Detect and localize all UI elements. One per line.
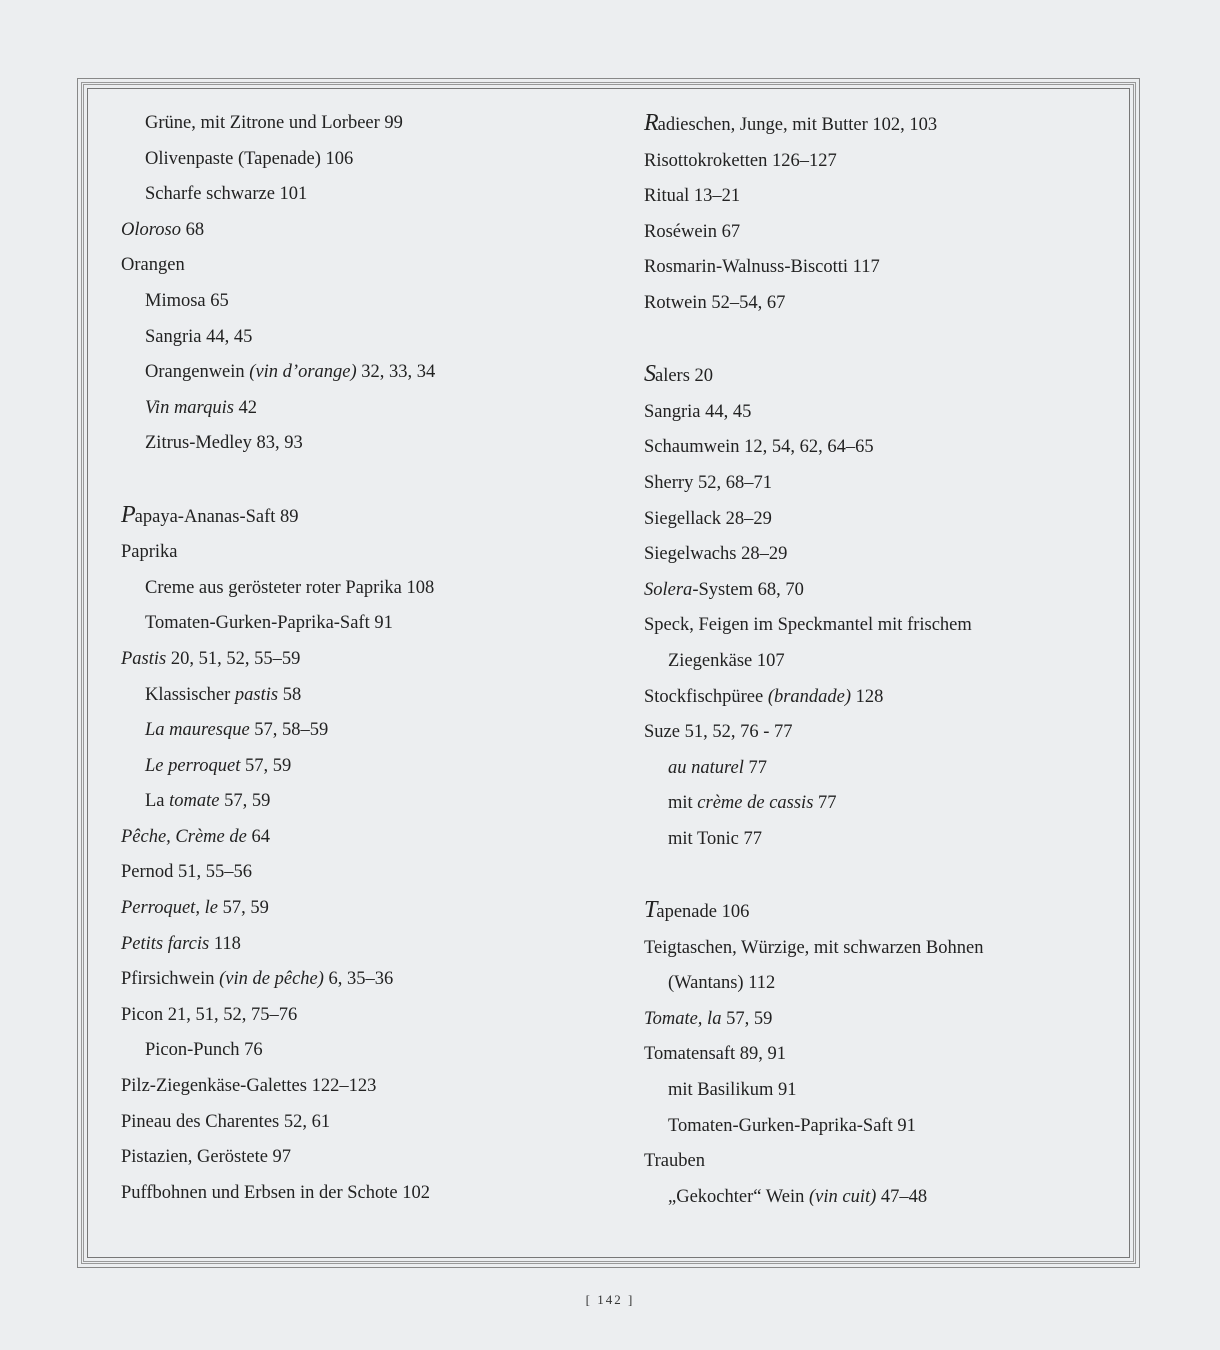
italic-term: La mauresque — [145, 720, 250, 741]
index-entry — [644, 357, 1114, 395]
entry-text: Tomatensaft 89, 91 — [644, 1044, 787, 1065]
entry-text: apaya-Ananas-Saft 89 — [134, 506, 299, 527]
index-entry — [121, 1176, 621, 1212]
index-entry — [121, 927, 621, 963]
entry-text: Schaumwein 12, 54, 62, 64–65 — [644, 437, 874, 458]
index-entry — [644, 286, 1114, 322]
entry-text: 6, 35–36 — [323, 969, 394, 990]
entry-text: Sherry 52, 68–71 — [644, 472, 772, 493]
entry-text: Creme aus gerösteter roter Paprika 108 — [145, 577, 435, 598]
entry-text: 118 — [209, 933, 241, 954]
entry-text: 68 — [180, 219, 205, 240]
italic-term: tomate — [169, 791, 220, 812]
index-entry — [121, 642, 621, 678]
italic-term: (vin cuit) — [808, 1186, 877, 1207]
entry-text: Pistazien, Geröstete 97 — [121, 1147, 292, 1168]
index-subentry — [644, 644, 1114, 680]
entry-text: mit — [668, 793, 698, 814]
index-entry — [644, 395, 1114, 431]
index-entry — [644, 466, 1114, 502]
entry-text: 57, 59 — [240, 755, 292, 776]
index-entry — [121, 248, 621, 284]
entry-text: Grüne, mit Zitrone und Lorbeer 99 — [145, 113, 403, 133]
italic-term: Solera — [644, 579, 693, 600]
index-entry — [121, 498, 621, 536]
entry-text: Paprika — [121, 542, 178, 563]
index-subentry — [121, 571, 621, 607]
index-entry — [644, 430, 1114, 466]
index-subentry — [121, 426, 621, 462]
entry-text: Pineau des Charentes 52, 61 — [121, 1111, 331, 1132]
index-column-right — [644, 106, 1114, 1215]
section-initial: T — [644, 897, 657, 924]
entry-text: Risottokroketten 126–127 — [644, 150, 837, 171]
index-entry — [121, 820, 621, 856]
entry-text: Siegellack 28–29 — [644, 508, 772, 529]
italic-term: au naturel — [668, 757, 744, 778]
section-gap — [121, 462, 621, 498]
section-initial: P — [121, 501, 135, 528]
index-subentry — [121, 355, 621, 391]
index-subentry — [644, 822, 1114, 858]
index-entry — [121, 535, 621, 571]
index-subentry — [644, 1180, 1114, 1216]
entry-text: 57, 58–59 — [249, 720, 329, 741]
index-entry — [644, 1144, 1114, 1180]
index-entry — [644, 179, 1114, 215]
index-entry — [644, 1037, 1114, 1073]
entry-text: Pilz-Ziegenkäse-Galettes 122–123 — [121, 1076, 377, 1097]
index-subentry — [121, 142, 621, 178]
index-entry — [121, 1140, 621, 1176]
entry-text: 32, 33, 34 — [356, 362, 436, 383]
entry-text: Sangria 44, 45 — [644, 401, 752, 422]
index-subentry — [121, 391, 621, 427]
entry-text: Trauben — [644, 1151, 705, 1172]
index-subentry — [121, 678, 621, 714]
index-entry — [644, 608, 1114, 644]
italic-term: Pastis — [121, 648, 167, 669]
index-entry — [644, 537, 1114, 573]
index-column-left — [121, 106, 621, 1211]
entry-text: Picon 21, 51, 52, 75–76 — [121, 1004, 298, 1025]
italic-term: (vin de pêche) — [219, 969, 324, 990]
entry-text: 47–48 — [876, 1186, 928, 1207]
entry-text: Mimosa 65 — [145, 290, 229, 311]
entry-text: Siegelwachs 28–29 — [644, 544, 788, 565]
italic-term: (vin d’orange) — [249, 362, 357, 383]
index-entry — [644, 715, 1114, 751]
italic-term: Petits farcis — [121, 933, 210, 954]
index-entry — [644, 680, 1114, 716]
entry-text: apenade 106 — [656, 902, 750, 923]
index-subentry — [644, 786, 1114, 822]
index-entry — [644, 215, 1114, 251]
index-entry — [644, 250, 1114, 286]
section-gap — [644, 857, 1114, 893]
index-subentry — [121, 320, 621, 356]
entry-text: „Gekochter“ Wein — [668, 1186, 809, 1207]
entry-text: mit Basilikum 91 — [668, 1080, 797, 1101]
index-entry — [121, 1069, 621, 1105]
entry-text: (Wantans) 112 — [668, 973, 776, 994]
index-entry — [644, 573, 1114, 609]
index-entry — [121, 891, 621, 927]
index-entry — [644, 893, 1114, 931]
entry-text: 42 — [233, 397, 258, 418]
entry-text: Ziegenkäse 107 — [668, 650, 785, 671]
index-entry — [121, 998, 621, 1034]
entry-text: mit Tonic 77 — [668, 828, 762, 849]
entry-text: 58 — [278, 684, 302, 705]
entry-text: Ritual 13–21 — [644, 186, 741, 207]
italic-term: Le perroquet — [145, 755, 241, 776]
index-entry — [644, 502, 1114, 538]
entry-text: 64 — [246, 826, 270, 847]
index-subentry — [121, 177, 621, 213]
italic-term: Pêche, Crème de — [121, 826, 247, 847]
entry-text: Sangria 44, 45 — [145, 326, 253, 347]
index-subentry — [121, 106, 621, 142]
section-gap — [644, 322, 1114, 358]
index-subentry — [121, 713, 621, 749]
entry-text: Puffbohnen und Erbsen in der Schote 102 — [121, 1182, 430, 1203]
section-initial: R — [644, 110, 658, 136]
entry-text: Stockfischpüree — [644, 686, 768, 707]
entry-text: Picon-Punch 76 — [145, 1040, 263, 1061]
index-subentry — [121, 784, 621, 820]
entry-text: Scharfe schwarze 101 — [145, 184, 308, 205]
italic-term: Perroquet, le — [121, 898, 218, 919]
entry-text: 128 — [851, 686, 884, 707]
entry-text: Tomaten-Gurken-Paprika-Saft 91 — [145, 613, 393, 634]
index-entry — [121, 213, 621, 249]
entry-text: 77 — [743, 757, 768, 778]
italic-term: crème de cassis — [697, 793, 814, 814]
italic-term: Vin marquis — [145, 397, 234, 418]
index-subentry — [644, 1109, 1114, 1145]
entry-text: 20, 51, 52, 55–59 — [166, 648, 301, 669]
italic-term: pastis — [234, 684, 279, 705]
entry-text: Pfirsichwein — [121, 969, 220, 990]
italic-term: Tomate, la — [644, 1008, 722, 1029]
entry-text: 57, 59 — [721, 1008, 773, 1029]
index-entry — [644, 931, 1114, 967]
entry-text: Klassischer — [145, 684, 235, 705]
index-entry — [121, 855, 621, 891]
entry-text: Pernod 51, 55–56 — [121, 862, 253, 883]
entry-text: Roséwein 67 — [644, 221, 741, 242]
index-subentry — [644, 751, 1114, 787]
entry-text: La — [145, 791, 170, 812]
entry-text: Rotwein 52–54, 67 — [644, 292, 786, 313]
index-subentry — [644, 1073, 1114, 1109]
entry-text: 57, 59 — [217, 898, 269, 919]
entry-text: alers 20 — [655, 366, 714, 387]
entry-text: 77 — [813, 793, 837, 814]
entry-text: Rosmarin-Walnuss-Biscotti 117 — [644, 257, 880, 278]
entry-text: Suze 51, 52, 76 - 77 — [644, 722, 793, 743]
entry-text: 57, 59 — [219, 791, 271, 812]
section-initial: S — [644, 361, 655, 388]
entry-text: adieschen, Junge, mit Butter 102, 103 — [657, 115, 938, 135]
index-entry — [121, 1105, 621, 1141]
index-subentry — [121, 749, 621, 785]
index-subentry — [644, 966, 1114, 1002]
italic-term: Oloroso — [121, 219, 181, 240]
entry-text: Tomaten-Gurken-Paprika-Saft 91 — [668, 1115, 916, 1136]
index-subentry — [121, 284, 621, 320]
index-subentry — [121, 606, 621, 642]
entry-text: Teigtaschen, Würzige, mit schwarzen Bohnen — [644, 937, 984, 958]
index-subentry — [121, 1033, 621, 1069]
index-entry — [644, 1002, 1114, 1038]
entry-text: Orangen — [121, 255, 185, 276]
index-entry — [644, 106, 1114, 144]
entry-text: -System 68, 70 — [692, 579, 804, 600]
page-number: [ 142 ] — [585, 1292, 635, 1307]
index-entry — [121, 962, 621, 998]
entry-text: Orangenwein — [145, 362, 250, 383]
entry-text: Speck, Feigen im Speckmantel mit frischem — [644, 615, 972, 636]
index-entry — [644, 144, 1114, 180]
entry-text: Olivenpaste (Tapenade) 106 — [145, 148, 354, 169]
entry-text: Zitrus-Medley 83, 93 — [145, 433, 303, 454]
italic-term: (brandade) — [767, 686, 852, 707]
